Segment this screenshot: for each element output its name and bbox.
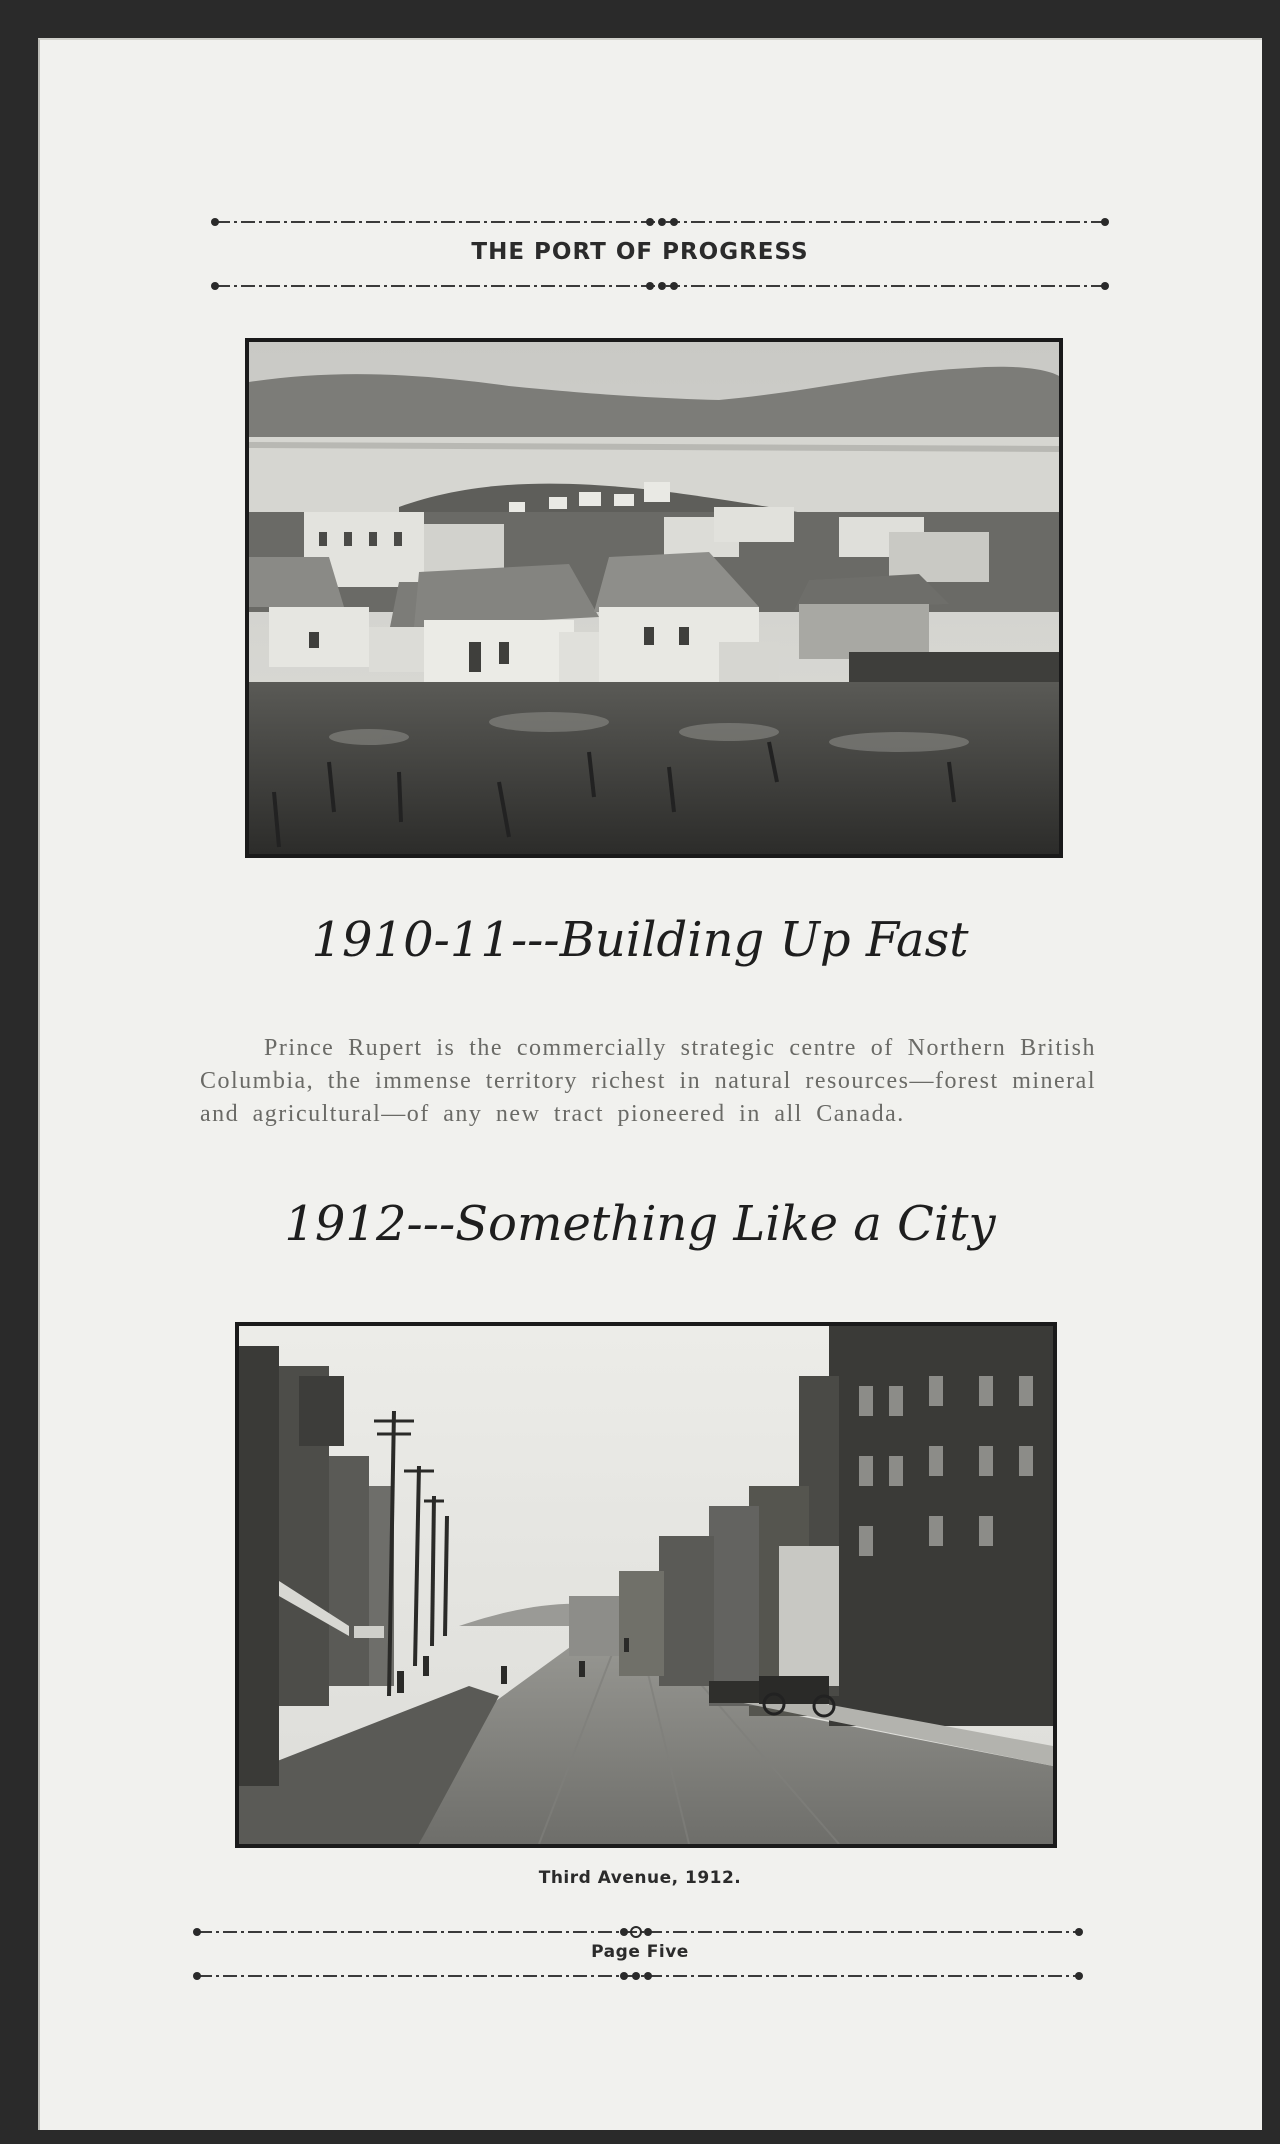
photo-third-avenue	[235, 1322, 1057, 1848]
ornament-rule-top-lower	[210, 278, 1110, 294]
heading-1910-11: 1910-11---Building Up Fast	[311, 912, 969, 968]
photo-caption: Third Avenue, 1912.	[538, 1868, 742, 1888]
ornament-rule-bottom-lower	[192, 1968, 1084, 1984]
page-number: Page Five	[591, 1942, 689, 1962]
heading-1912: 1912---Something Like a City	[284, 1196, 996, 1252]
ornament-rule-bottom-upper	[192, 1924, 1084, 1940]
body-paragraph: Prince Rupert is the commercially strategic centre of Northern British Columbia, the immense territory richest in natural resources—forest mineral and agricultural—of any new tract pioneered in all Canada.	[200, 1035, 1096, 1127]
ornament-rule-top-upper	[210, 214, 1110, 230]
photo-town-hillside	[245, 338, 1063, 858]
running-head: THE PORT OF PROGRESS	[471, 239, 809, 265]
